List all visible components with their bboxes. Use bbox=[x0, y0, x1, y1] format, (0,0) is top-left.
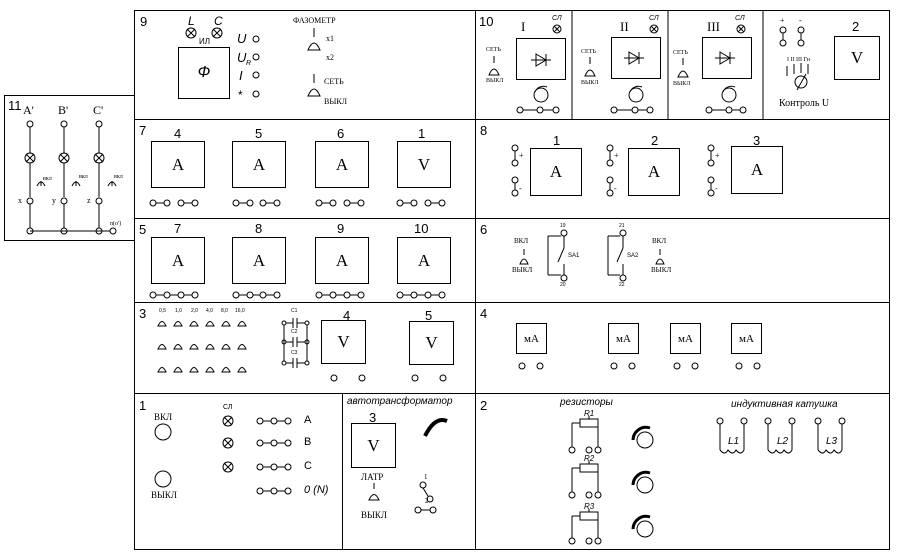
p6-terminal-21: 21 bbox=[619, 223, 625, 229]
p8-plus-1: + bbox=[519, 151, 524, 160]
phase-selector-labels: I II III Гн bbox=[787, 57, 810, 63]
p7-meter-4-number: 1 bbox=[418, 126, 426, 141]
p3-meter-2-number: 5 bbox=[425, 308, 433, 323]
p5-meter-2-number: 8 bbox=[255, 221, 263, 236]
ma-meter-3-symbol: мА bbox=[678, 332, 693, 345]
p8-minus-3: - bbox=[715, 184, 718, 193]
neutral-label: n(o') bbox=[110, 221, 122, 227]
p8-meter-1 bbox=[530, 148, 582, 196]
p5-meter-4-symbol: A bbox=[417, 250, 431, 270]
cap-value-5: 8,0 bbox=[221, 308, 228, 314]
panel-2-number: 2 bbox=[480, 398, 488, 413]
cap-c1: C1 bbox=[291, 308, 298, 314]
cap-value-6: 16,0 bbox=[235, 308, 245, 314]
unit-ii-sl: СЛ bbox=[649, 15, 659, 22]
ma-meter-4-symbol: мА bbox=[739, 332, 754, 345]
p5-meter-3-symbol: A bbox=[335, 250, 349, 270]
p6-terminal-20: 20 bbox=[560, 282, 566, 288]
p7-meter-1-symbol: A bbox=[171, 154, 185, 174]
p2-resistors bbox=[569, 416, 601, 544]
ma-meter-3 bbox=[670, 323, 701, 354]
panel-4-number: 4 bbox=[480, 306, 488, 321]
p6-on-left: ВКЛ bbox=[514, 237, 529, 245]
p8-meter-1-symbol: A bbox=[549, 162, 563, 181]
indicator-star: * bbox=[238, 88, 243, 102]
p7-meter-3 bbox=[315, 141, 369, 188]
autotransformer-voltmeter bbox=[351, 423, 396, 468]
panel-5-number: 5 bbox=[139, 222, 147, 237]
p7-meter-2-number: 5 bbox=[255, 126, 263, 141]
p6-terminal-22: 22 bbox=[619, 282, 625, 288]
indicator-ur-sub: R bbox=[246, 60, 252, 67]
indicator-u: U bbox=[237, 31, 247, 46]
resistor-r2-label: R2 bbox=[584, 454, 595, 463]
autotransformer-number: 3 bbox=[369, 410, 377, 425]
unit-ii-diode-box bbox=[611, 37, 661, 79]
lamp-sub-label: ИЛ bbox=[199, 37, 210, 46]
p11-wires bbox=[25, 121, 116, 234]
cap-value-3: 2,0 bbox=[191, 308, 198, 314]
p6-off-right: ВЫКЛ bbox=[651, 266, 672, 274]
p5-meter-2 bbox=[232, 237, 286, 284]
p1-phase-c: C bbox=[304, 460, 312, 472]
lamp-label-c: C bbox=[214, 14, 223, 28]
p6-on-right: ВКЛ bbox=[652, 237, 667, 245]
unit-iii-off: ВЫКЛ bbox=[673, 81, 691, 87]
panel-11-number: 11 bbox=[8, 98, 22, 113]
coil-l1-label: L1 bbox=[728, 436, 740, 447]
panel-10-number: 10 bbox=[479, 14, 494, 29]
phase-label-c: C' bbox=[93, 103, 104, 117]
terminal-z-label: z bbox=[87, 196, 91, 205]
p7-meter-4-symbol: V bbox=[417, 154, 431, 174]
p7-meter-2-symbol: A bbox=[252, 154, 266, 174]
unit-ii-off: ВЫКЛ bbox=[581, 80, 599, 86]
p1-on-label: ВКЛ bbox=[154, 412, 173, 422]
p1-off-label: ВЫКЛ bbox=[151, 490, 177, 500]
unit-iii-diode-box bbox=[702, 37, 752, 79]
p3-voltmeter-1 bbox=[321, 320, 366, 364]
p10-right-number: 2 bbox=[852, 19, 860, 34]
indicator-ur: U bbox=[237, 50, 247, 65]
lamp-label-l: L bbox=[188, 14, 195, 28]
unit-iii-roman: III bbox=[707, 19, 720, 34]
p7-meter-3-symbol: A bbox=[335, 154, 349, 174]
phasemeter-symbol: Ф bbox=[197, 64, 211, 81]
p1-phase-n: 0 (N) bbox=[304, 484, 329, 496]
panel-3-number: 3 bbox=[139, 306, 147, 321]
p5-meter-4 bbox=[397, 237, 451, 284]
indicator-i: I bbox=[239, 68, 243, 83]
p8-meter-2-symbol: A bbox=[647, 162, 661, 181]
p1-phase-b: B bbox=[304, 436, 312, 448]
unit-i-net: СЕТЬ bbox=[486, 47, 501, 53]
p8-plus-3: + bbox=[715, 151, 720, 160]
unit-i-roman: I bbox=[521, 19, 526, 34]
p3-meter-1-number: 4 bbox=[343, 308, 351, 323]
terminal-x-label: x bbox=[18, 196, 22, 205]
p5-meter-2-symbol: A bbox=[252, 250, 266, 270]
cap-value-4: 4,0 bbox=[206, 308, 213, 314]
p1-sl-label: СЛ bbox=[223, 404, 233, 411]
resistors-title: резисторы bbox=[560, 397, 613, 408]
panel-9-number: 9 bbox=[140, 14, 148, 29]
unit-ii-net: СЕТЬ bbox=[581, 49, 596, 55]
unit-i-off: ВЫКЛ bbox=[486, 78, 504, 84]
ma-meter-2-symbol: мА bbox=[616, 332, 631, 345]
p5-meter-3 bbox=[315, 237, 369, 284]
latr-tap-1: 1 bbox=[424, 473, 428, 481]
p6-sa2: SA2 bbox=[627, 253, 639, 259]
p11-switch-label-1: вкл bbox=[43, 176, 52, 182]
control-voltmeter bbox=[834, 36, 880, 80]
p5-meter-4-number: 10 bbox=[414, 221, 429, 236]
x2-label: x2 bbox=[326, 53, 334, 62]
p9-off-label: ВЫКЛ bbox=[324, 97, 348, 106]
p8-minus-2: - bbox=[614, 184, 617, 193]
ma-meter-2 bbox=[608, 323, 639, 354]
autotransformer-title: автотрансформатор bbox=[347, 396, 453, 407]
p1-phase-a: A bbox=[304, 414, 312, 426]
resistor-r1-label: R1 bbox=[584, 409, 595, 418]
phasemeter-display bbox=[178, 47, 230, 99]
p5-meter-1-number: 7 bbox=[174, 221, 182, 236]
p8-meter-1-number: 1 bbox=[553, 133, 561, 148]
p3-voltmeter-2 bbox=[409, 321, 454, 365]
p6-off-left: ВЫКЛ bbox=[512, 266, 533, 274]
cap-value-2: 1,0 bbox=[175, 308, 182, 314]
cap-value-1: 0,5 bbox=[159, 308, 166, 314]
p10-minus: - bbox=[799, 16, 802, 25]
latr-label: ЛАТР bbox=[361, 472, 384, 482]
control-voltmeter-symbol: V bbox=[850, 48, 864, 67]
unit-iii-sl: СЛ bbox=[735, 15, 745, 22]
panel-1-number: 1 bbox=[139, 398, 147, 413]
p5-meter-3-number: 9 bbox=[337, 221, 345, 236]
control-u-label: Контроль U bbox=[779, 98, 830, 109]
p8-meter-2 bbox=[628, 148, 680, 196]
p8-plus-2: + bbox=[614, 151, 619, 160]
p7-terminals bbox=[150, 200, 445, 206]
latr-tap-2: 2 bbox=[425, 497, 429, 505]
p8-minus-1: - bbox=[519, 184, 522, 193]
unit-iii-net: СЕТЬ bbox=[673, 50, 688, 56]
unit-i-diode-box bbox=[516, 38, 566, 80]
unit-ii-roman: II bbox=[620, 19, 629, 34]
p8-meter-2-number: 2 bbox=[651, 133, 659, 148]
p5-meter-1 bbox=[151, 237, 205, 284]
p11-switch-label-3: вкл bbox=[114, 174, 123, 180]
p11-switch-label-2: вкл bbox=[79, 174, 88, 180]
phasemeter-title: ФАЗОМЕТР bbox=[293, 16, 336, 25]
p8-meter-3-symbol: A bbox=[750, 160, 764, 179]
p8-meter-3 bbox=[731, 146, 783, 194]
panel-8-number: 8 bbox=[480, 123, 488, 138]
terminal-y-label: y bbox=[52, 196, 56, 205]
x1-label: x1 bbox=[326, 34, 334, 43]
phase-label-b: B' bbox=[58, 103, 69, 117]
ma-meter-1 bbox=[516, 323, 547, 354]
coil-l3-label: L3 bbox=[826, 436, 838, 447]
p7-meter-2 bbox=[232, 141, 286, 188]
autotransformer-voltmeter-symbol: V bbox=[367, 435, 380, 455]
p3-voltmeter-1-symbol: V bbox=[337, 332, 350, 351]
p6-sa1: SA1 bbox=[568, 253, 580, 259]
p8-meter-3-number: 3 bbox=[753, 133, 761, 148]
p7-meter-3-number: 6 bbox=[337, 126, 345, 141]
p5-meter-1-symbol: A bbox=[171, 250, 185, 270]
cap-c3: C3 bbox=[291, 350, 298, 356]
p3-voltmeter-2-symbol: V bbox=[425, 333, 438, 352]
ma-meter-4 bbox=[731, 323, 762, 354]
panel-7-number: 7 bbox=[139, 123, 147, 138]
resistor-r3-label: R3 bbox=[584, 502, 595, 511]
p9-net-label: СЕТЬ bbox=[324, 77, 344, 86]
unit-i-sl: СЛ bbox=[552, 15, 562, 22]
panel-6-number: 6 bbox=[480, 222, 488, 237]
inductive-coil-title: индуктивная катушка bbox=[731, 399, 838, 410]
p7-meter-4 bbox=[397, 141, 451, 188]
ma-meter-1-symbol: мА bbox=[524, 332, 539, 345]
p7-meter-1 bbox=[151, 141, 205, 188]
coil-l2-label: L2 bbox=[777, 436, 789, 447]
p10-plus: + bbox=[780, 16, 785, 25]
phase-label-a: A' bbox=[23, 103, 34, 117]
latr-off-label: ВЫКЛ bbox=[361, 510, 387, 520]
p3-switch-grid bbox=[158, 322, 246, 373]
p7-meter-1-number: 4 bbox=[174, 126, 182, 141]
cap-c2: C2 bbox=[291, 329, 298, 335]
p6-terminal-19: 19 bbox=[560, 223, 566, 229]
